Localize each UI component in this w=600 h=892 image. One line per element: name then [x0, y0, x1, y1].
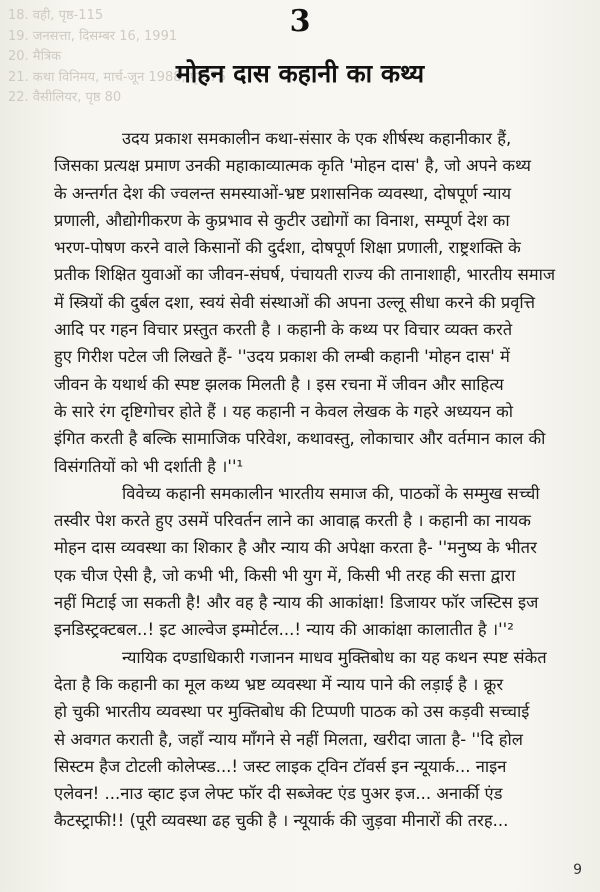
text-line: इनडिस्ट्रक्टबल..! इट आल्वेज इम्मोर्टल...! न्याय की आकांक्षा कालातीत है ।''² [54, 620, 514, 640]
text-line: के सारे रंग दृष्टिगोचर होते हैं । यह कहानी न केवल लेखक के गहरे अध्ययन को [54, 401, 514, 421]
text-line: न्यायिक दण्डाधिकारी गजानन माधव मुक्तिबोध का यह कथन स्पष्ट संकेत [122, 647, 547, 667]
text-line: कैटस्ट्राफी!! (पूरी व्यवस्था ढह चुकी है । न्यूयार्क की जुड़वा मीनारों की तरह... [54, 811, 509, 831]
text-line: एक चीज ऐसी है, जो कभी भी, किसी भी युग में, किसी भी तरह की सत्ता द्वारा [54, 565, 516, 585]
text-line: हुए गिरीश पटेल जी लिखते हैं- ''उदय प्रकाश की लम्बी कहानी 'मोहन दास' में [54, 347, 510, 367]
text-line: एलेवन! ...नाउ व्हाट इज लेफ्ट फॉर दी सब्जेक्ट एंड पुअर इज... अनार्की एंड [54, 784, 503, 804]
chapter-title: मोहन दास कहानी का कथ्य [175, 59, 425, 88]
text-line: इंगित करती है बल्कि सामाजिक परिवेश, कथावस्तु, लोकाचार और वर्तमान काल की [54, 429, 546, 449]
bleed-through-line: 18. वही, पृष्ठ-115 [8, 8, 104, 23]
text-line: से अवगत कराती है, जहाँ न्याय माँगने से नहीं मिलता, खरीदा जाता है- ''दि होल [54, 729, 523, 749]
text-line: में स्त्रियों की दुर्बल दशा, स्वयं सेवी संस्थाओं की अपना उल्लू सीधा करने की प्रवृत्ति [54, 292, 536, 312]
text-line: प्रणाली, औद्योगीकरण के कुप्रभाव से कुटीर उद्योगों का विनाश, सम्पूर्ण देश का [54, 210, 510, 230]
text-line: जिसका प्रत्यक्ष प्रमाण उनकी महाकाव्यात्मक कृति 'मोहन दास' है, जो अपने कथ्य [54, 156, 531, 176]
text-line: विवेच्य कहानी समकालीन भारतीय समाज की, पाठकों के सम्मुख सच्ची [122, 483, 540, 503]
bleed-through-line: 20. मैत्रिक [8, 49, 62, 64]
text-line: विसंगतियों को भी दर्शाती है ।''¹ [54, 456, 244, 476]
text-line: आदि पर गहन विचार प्रस्तुत करती है । कहानी के कथ्य पर विचार व्यक्त करते [54, 320, 513, 340]
text-line: तस्वीर पेश करते हुए उसमें परिवर्तन लाने का आवाह्न करती है । कहानी का नायक [54, 511, 531, 531]
page-number: 9 [573, 862, 582, 878]
text-line: देता है कि कहानी का मूल कथ्य भ्रष्ट व्यवस्था में न्याय पाने की लड़ाई है । क्रूर [54, 674, 504, 694]
text-line: भरण-पोषण करने वाले किसानों की दुर्दशा, दोषपूर्ण शिक्षा प्रणाली, राष्ट्रशक्ति के [54, 238, 521, 258]
chapter-number: 3 [289, 4, 311, 39]
text-line: नहीं मिटाई जा सकती है! और वह है न्याय की आकांक्षा! डिजायर फॉर जस्टिस इज [54, 593, 539, 613]
paragraph-1 [54, 125, 584, 480]
text-line: सिस्टम हैज टोटली कोलेप्स्ड...! जस्ट लाइक ट्विन टॉवर्स इन न्यूयार्क... नाइन [54, 756, 507, 776]
text-line: जीवन के यथार्थ की स्पष्ट झलक मिलती है । इस रचना में जीवन और साहित्य [54, 374, 504, 394]
text-line: हो चुकी भारतीय व्यवस्था पर मुक्तिबोध की टिप्पणी पाठक को उस कड़वी सच्चाई [54, 702, 530, 722]
body-text [54, 125, 584, 835]
bleed-through-line: 19. जनसत्ता, दिसम्बर 16, 1991 [8, 28, 178, 44]
text-line: के अन्तर्गत देश की ज्वलन्त समस्याओं-भ्रष्ट प्रशासनिक व्यवस्था, दोषपूर्ण न्याय [54, 183, 512, 203]
text-line: उदय प्रकाश समकालीन कथा-संसार के एक शीर्षस्थ कहानीकार हैं, [122, 129, 512, 148]
paragraph-3 [54, 644, 584, 835]
bleed-through-line: 21. कथा विनिमय, मार्च-जून 1988, पृष्ठ-75 [8, 69, 227, 85]
text-line: प्रतीक शिक्षित युवाओं का जीवन-संघर्ष, पंचायती राज्य की तानाशाही, भारतीय समाज [54, 265, 556, 285]
bleed-through-line: 22. वैसीलियर, पृष्ठ 80 [8, 90, 122, 105]
text-line: मोहन दास व्यवस्था का शिकार है और न्याय की अपेक्षा करता है- ''मनुष्य के भीतर [54, 538, 537, 558]
paragraph-2 [54, 480, 584, 644]
